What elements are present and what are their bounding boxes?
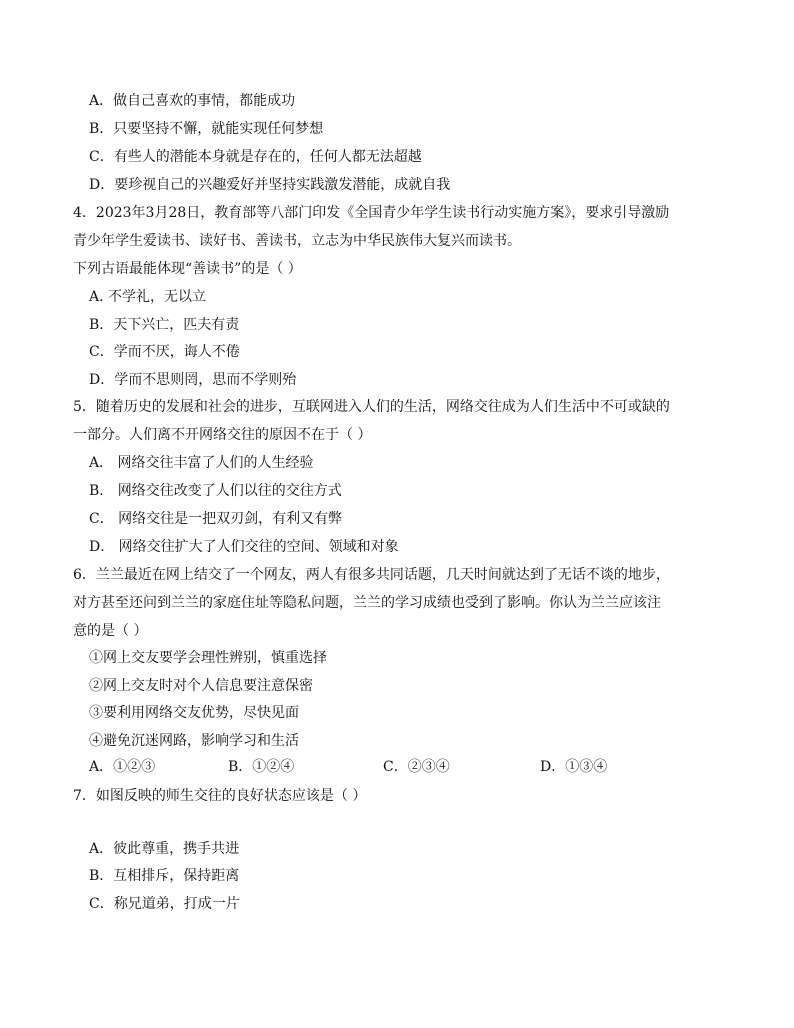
q6-statement-2: ②网上交友时对个人信息要注意保密 (89, 678, 313, 694)
q6-option-d: D．①③④ (540, 759, 608, 775)
q6-option-b: B．①②④ (228, 759, 295, 775)
q5-stem-line-1: 5．随着历史的发展和社会的进步，互联网进入人们的生活，网络交往成为人们生活中不可或缺的 (73, 399, 670, 415)
q3-option-a: A．做自己喜欢的事情，都能成功 (89, 93, 296, 109)
q5-option-a: A． 网络交往丰富了人们的人生经验 (89, 455, 314, 471)
q7-option-a: A．彼此尊重，携手共进 (89, 841, 240, 857)
q4-stem-line-3: 下列古语最能体现“善读书”的是（ ） (73, 261, 302, 277)
q4-stem-line-2: 青少年学生爱读书、读好书、善读书，立志为中华民族伟大复兴而读书。 (73, 233, 521, 249)
q3-option-d: D．要珍视自己的兴趣爱好并坚持实践激发潜能，成就自我 (89, 177, 451, 193)
q6-stem-line-2: 对方甚至还问到兰兰的家庭住址等隐私问题，兰兰的学习成绩也受到了影响。你认为兰兰应该注 (73, 595, 661, 611)
q6-option-a: A．①②③ (89, 759, 156, 775)
q7-option-c: C．称兄道弟，打成一片 (89, 896, 240, 912)
q5-option-d: D． 网络交往扩大了人们交往的空间、领域和对象 (89, 539, 399, 555)
q5-option-c: C． 网络交往是一把双刃剑，有利又有弊 (89, 511, 343, 527)
q6-stem-line-3: 意的是（ ） (73, 623, 148, 639)
q6-statement-1: ①网上交友要学会理性辨别，慎重选择 (89, 650, 327, 666)
q4-stem-line-1: 4．2023年3月28日，教育部等八部门印发《全国青少年学生读书行动实施方案》，要求引导激励 (73, 205, 670, 221)
q6-option-c: C．②③④ (383, 759, 450, 775)
q4-option-b: B．天下兴亡，匹夫有责 (89, 317, 240, 333)
q7-option-b: B．互相排斥，保持距离 (89, 868, 240, 884)
q4-option-d: D．学而不思则罔，思而不学则殆 (89, 372, 297, 388)
q4-option-c: C．学而不厌，诲人不倦 (89, 344, 240, 360)
q5-stem-line-2: 一部分。人们离不开网络交往的原因不在于（ ） (73, 427, 372, 443)
q6-stem-line-1: 6．兰兰最近在网上结交了一个网友，两人有很多共同话题，几天时间就达到了无话不谈的地步， (73, 567, 670, 583)
q3-option-b: B．只要坚持不懈，就能实现任何梦想 (89, 121, 324, 137)
q6-statement-3: ③要利用网络交友优势，尽快见面 (89, 705, 299, 721)
q6-statement-4: ④避免沉迷网路，影响学习和生活 (89, 733, 299, 749)
q5-option-b: B． 网络交往改变了人们以往的交往方式 (89, 483, 342, 499)
q4-option-a: A. 不学礼，无以立 (89, 289, 207, 305)
q7-stem: 7．如图反映的师生交往的良好状态应该是（ ） (73, 788, 367, 804)
q6-options-row (89, 758, 649, 778)
q3-option-c: C．有些人的潜能本身就是存在的，任何人都无法超越 (89, 149, 422, 165)
